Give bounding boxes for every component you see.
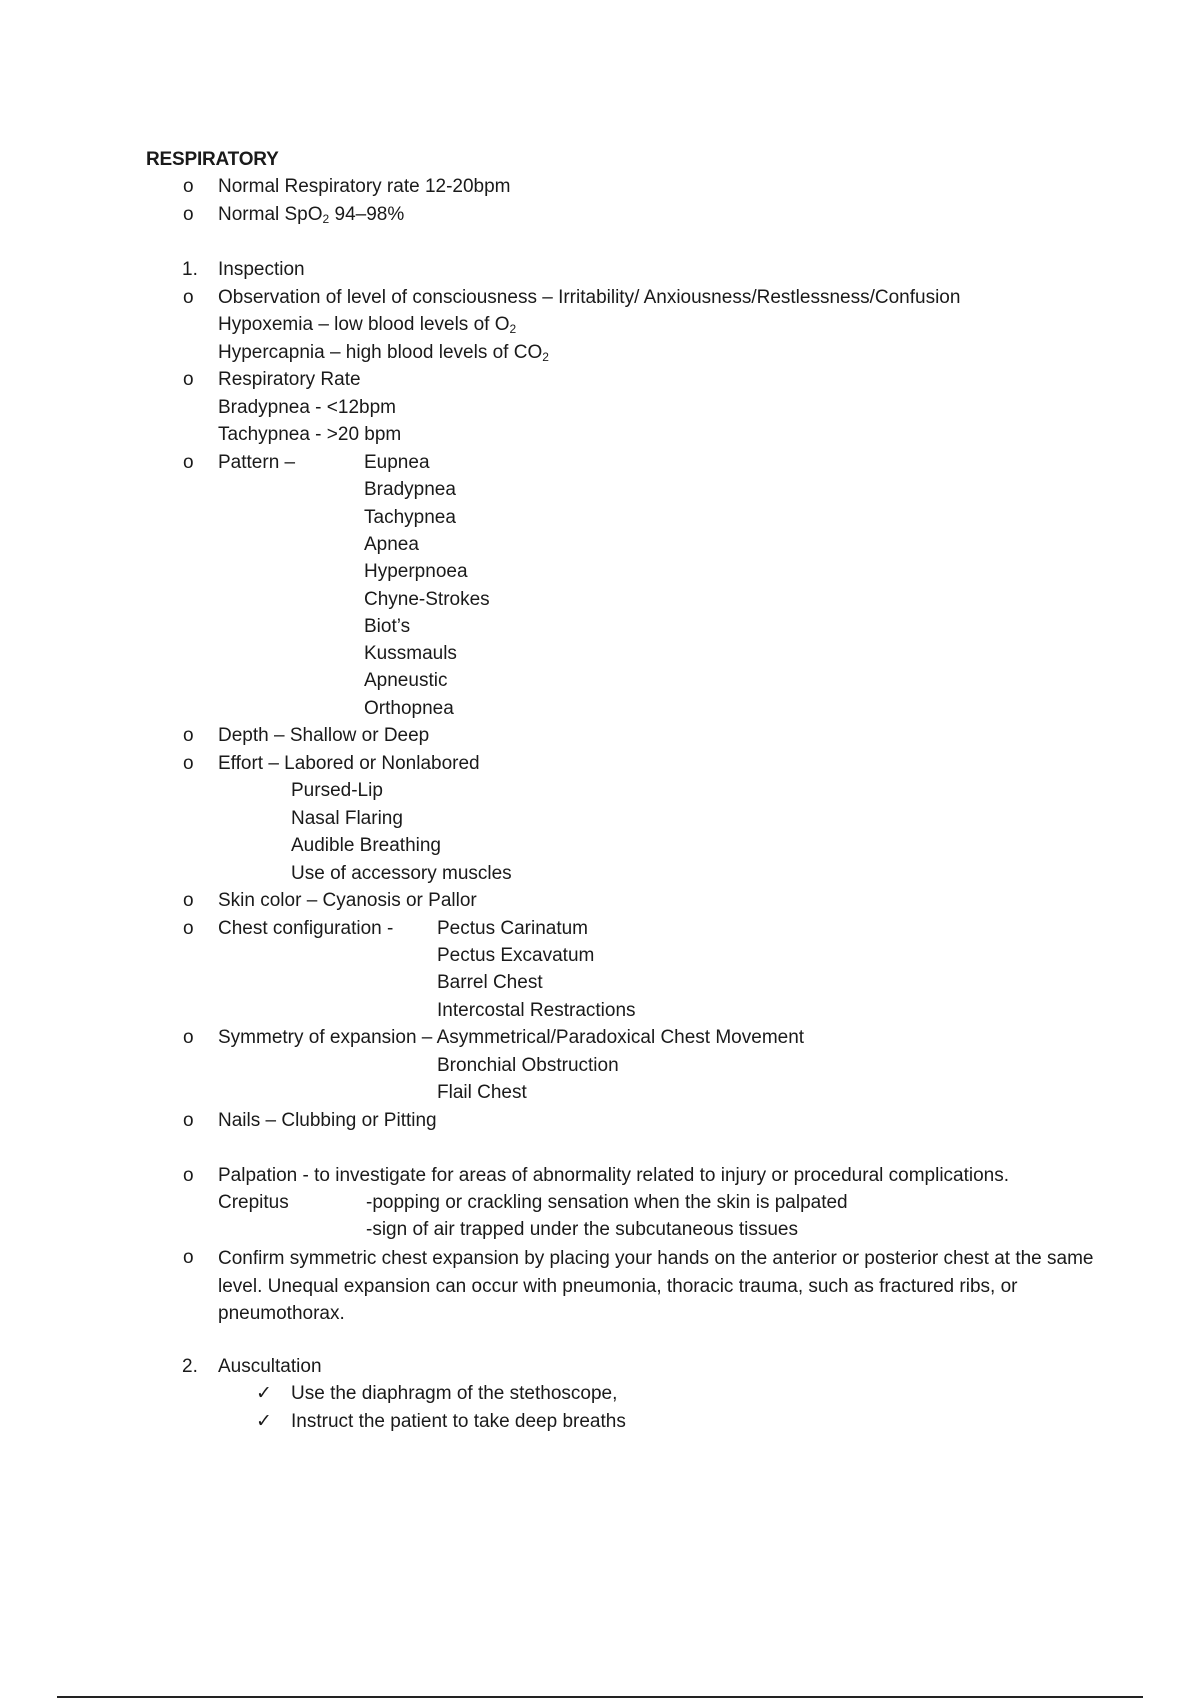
bullet: o (183, 725, 194, 746)
depth-line: Depth – Shallow or Deep (218, 725, 430, 746)
checkmark-icon: ✓ (256, 1383, 272, 1404)
bullet: o (183, 1027, 194, 1048)
pattern-item: Kussmauls (364, 643, 457, 664)
auscultation-item: Instruct the patient to take deep breaths (291, 1411, 626, 1432)
hypoxemia-line: Hypoxemia – low blood levels of $O_2$ (218, 314, 517, 336)
checkmark-icon: ✓ (256, 1411, 272, 1432)
confirm-paragraph: Confirm symmetric chest expansion by placing your hands on the anterior or posterior chest at the same level. Unequal expansion can occur with pneumonia, thoracic trauma, such as fractured ribs, or pneumothorax. (218, 1248, 1094, 1324)
effort-line: Effort – Labored or Nonlabored (218, 753, 480, 774)
page-title: RESPIRATORY (146, 149, 279, 170)
chest-config-item: Barrel Chest (437, 972, 543, 993)
bullet: o (183, 176, 194, 197)
pattern-item: Apnea (364, 534, 419, 555)
pattern-item: Biot’s (364, 616, 411, 637)
crepitus-label: Crepitus (218, 1192, 289, 1213)
bullet: o (183, 287, 194, 308)
footer-rule (57, 1696, 1143, 1698)
bullet: o (183, 890, 194, 911)
pattern-item: Bradypnea (364, 479, 456, 500)
inspection-heading: Inspection (218, 259, 305, 280)
bullet: o (183, 753, 194, 774)
bullet: o (183, 1165, 194, 1186)
symmetry-item: Flail Chest (437, 1082, 527, 1103)
pattern-item: Eupnea (364, 452, 430, 473)
section-number: 2. (182, 1356, 198, 1377)
bullet: o (183, 204, 194, 225)
section-number: 1. (182, 259, 198, 280)
bullet: o (183, 918, 194, 939)
bullet: o (183, 1110, 194, 1131)
effort-item: Pursed-Lip (291, 780, 383, 801)
normal-spo2: Normal SpO$_2$ 94–98% (218, 204, 405, 226)
normal-rate: Normal Respiratory rate 12-20bpm (218, 176, 511, 197)
chest-config-item: Intercostal Restractions (437, 1000, 636, 1021)
auscultation-item: Use the diaphragm of the stethoscope, (291, 1383, 618, 1404)
bullet: o (183, 452, 194, 473)
auscultation-heading: Auscultation (218, 1356, 322, 1377)
effort-item: Audible Breathing (291, 835, 441, 856)
symmetry-line: Symmetry of expansion – Asymmetrical/Paradoxical Chest Movement (218, 1027, 805, 1048)
bullet: o (183, 1247, 194, 1268)
chest-config-item: Pectus Excavatum (437, 945, 595, 966)
effort-item: Nasal Flaring (291, 808, 403, 829)
bullet: o (183, 369, 194, 390)
bradypnea-line: Bradypnea - <12bpm (218, 397, 396, 418)
skin-color-line: Skin color – Cyanosis or Pallor (218, 890, 477, 911)
tachypnea-line: Tachypnea - >20 bpm (218, 424, 402, 445)
symmetry-item: Bronchial Obstruction (437, 1055, 619, 1076)
pattern-item: Chyne-Strokes (364, 589, 490, 610)
nails-line: Nails – Clubbing or Pitting (218, 1110, 437, 1131)
pattern-item: Apneustic (364, 670, 448, 691)
consciousness-line: Observation of level of consciousness – Irritability/ Anxiousness/Restlessness/Confusion (218, 287, 961, 308)
respiratory-rate-heading: Respiratory Rate (218, 369, 361, 390)
crepitus-desc: -popping or crackling sensation when the skin is palpated (366, 1192, 848, 1213)
chest-config-item: Pectus Carinatum (437, 918, 589, 939)
hypercapnia-line: Hypercapnia – high blood levels of $CO_2$ (218, 342, 549, 364)
pattern-item: Hyperpnoea (364, 561, 468, 582)
palpation-line: Palpation - to investigate for areas of abnormality related to injury or procedural complications. (218, 1165, 1010, 1186)
pattern-item: Tachypnea (364, 507, 456, 528)
chest-config-label: Chest configuration - (218, 918, 394, 939)
effort-item: Use of accessory muscles (291, 863, 512, 884)
crepitus-desc: -sign of air trapped under the subcutaneous tissues (366, 1219, 798, 1240)
pattern-item: Orthopnea (364, 698, 454, 719)
pattern-label: Pattern – (218, 452, 296, 473)
